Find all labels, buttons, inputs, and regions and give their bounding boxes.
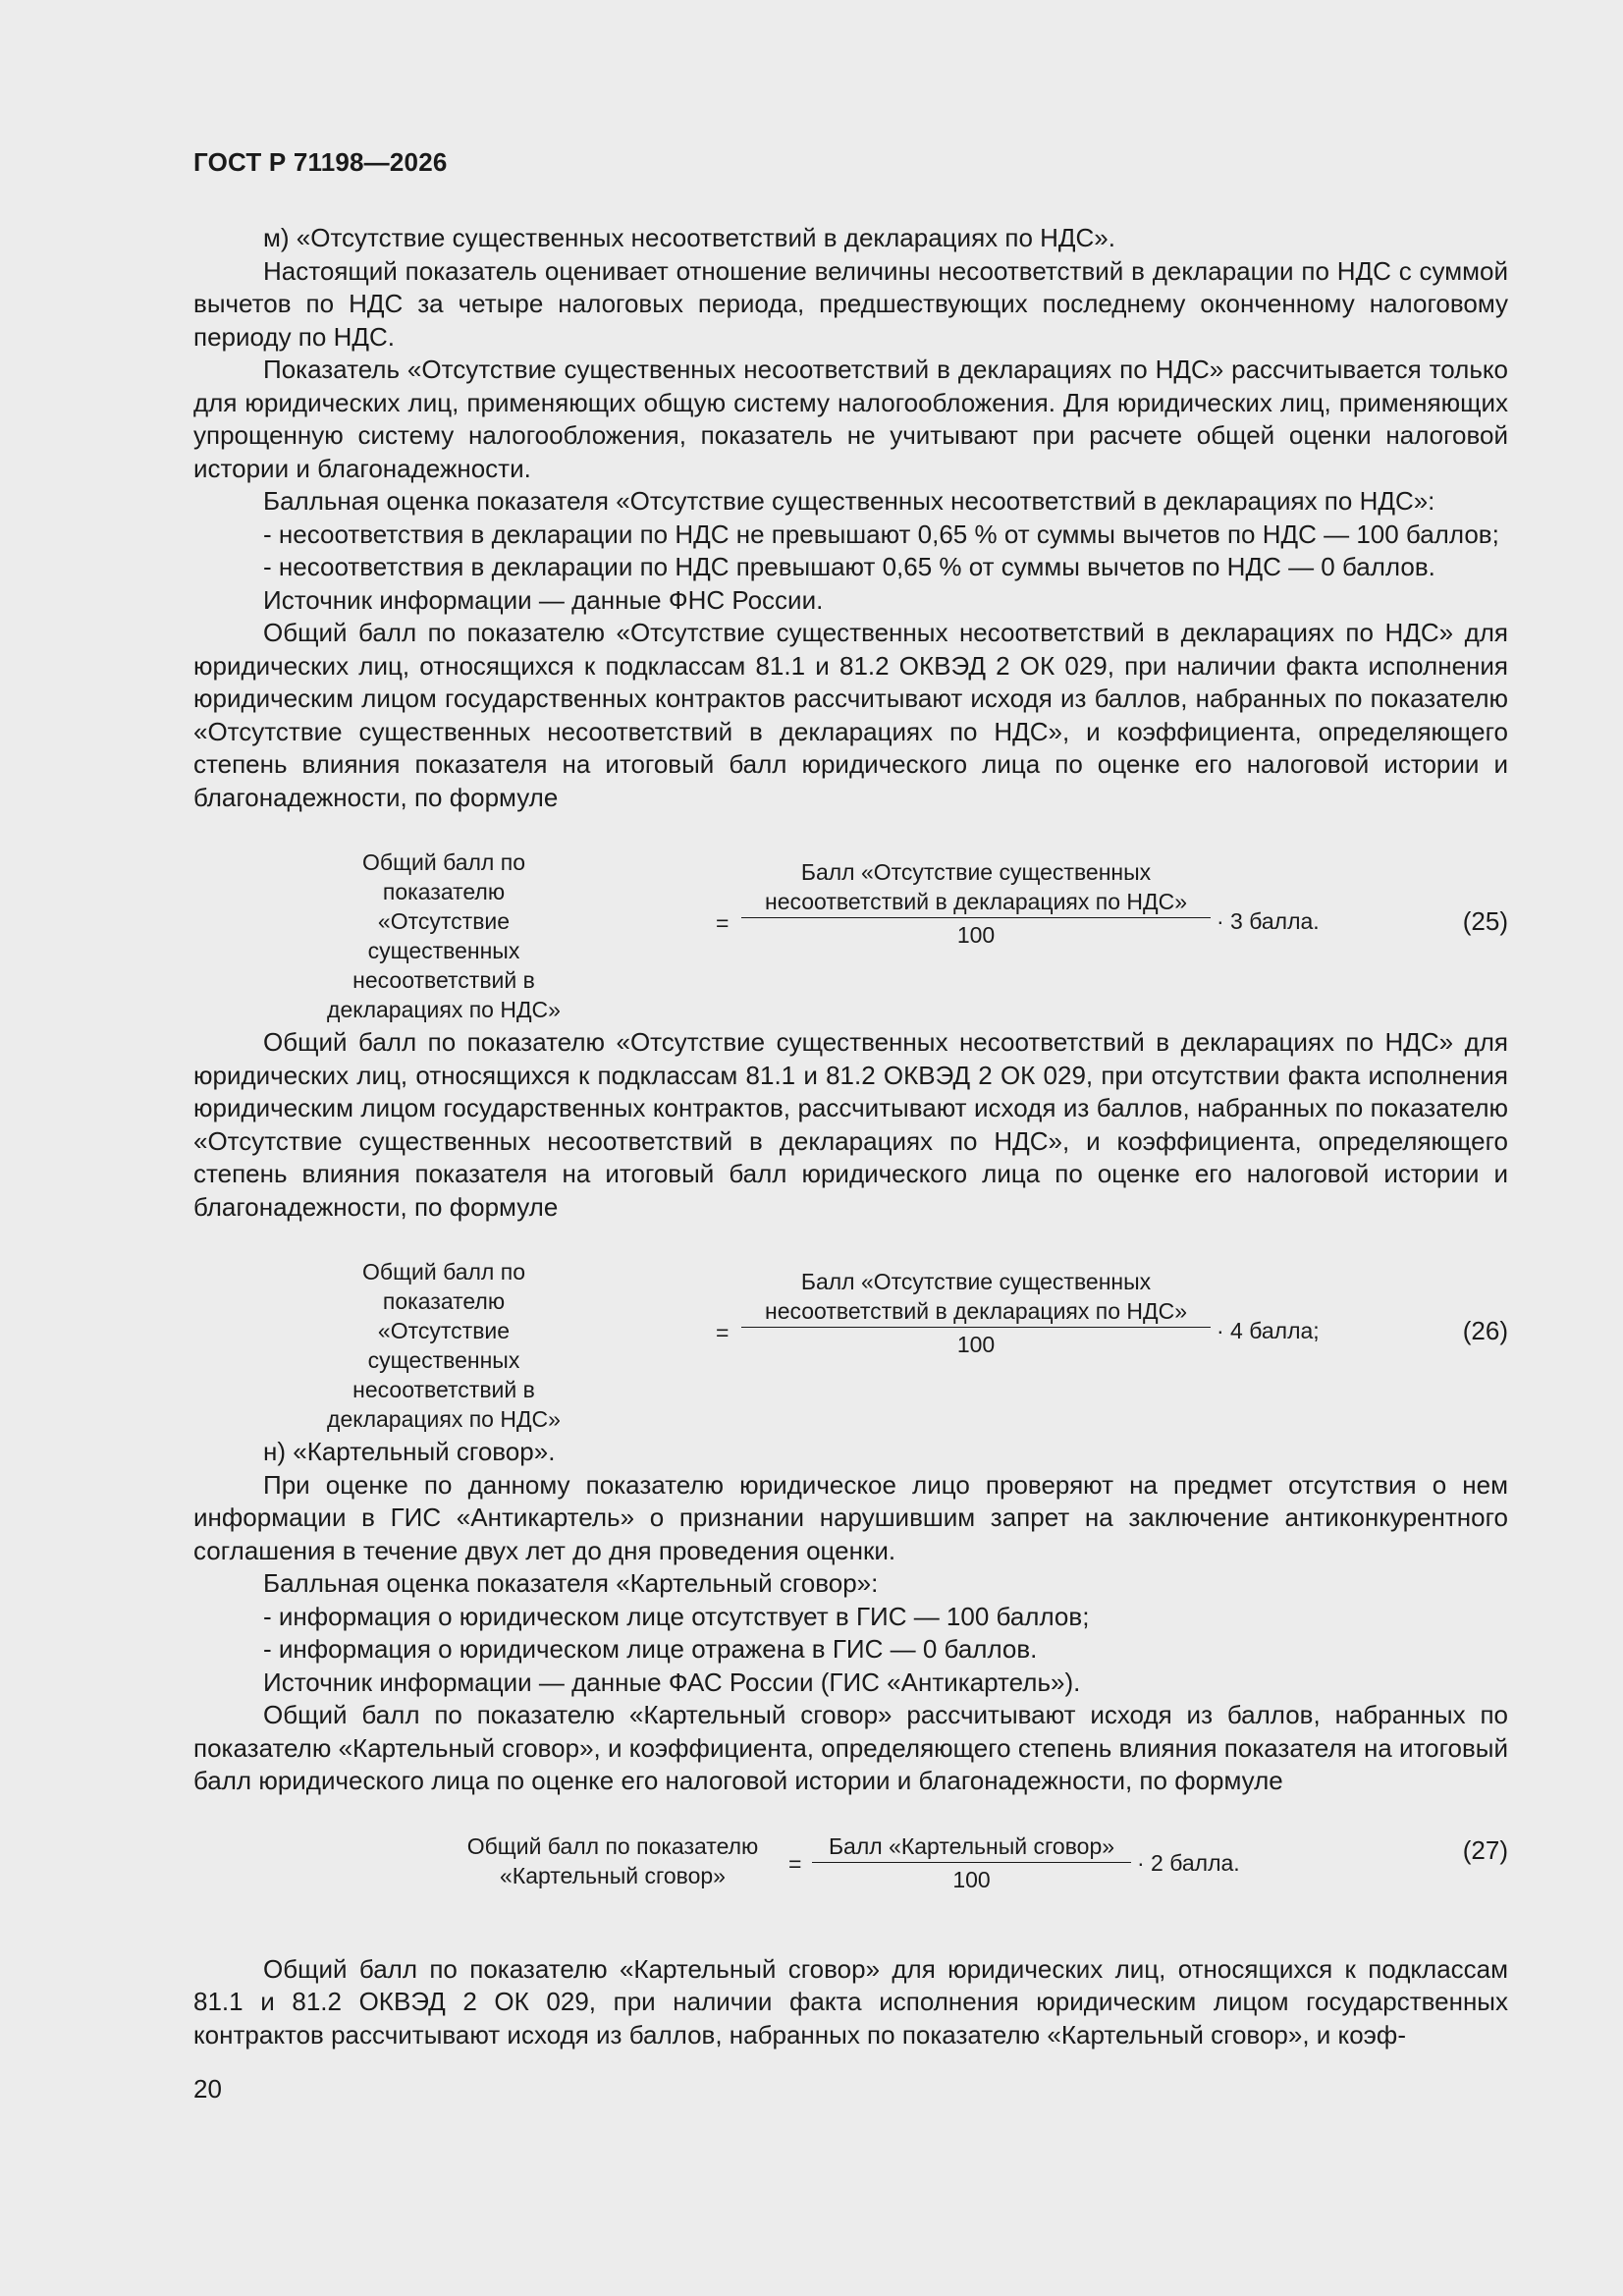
formula-numerator: Балл «Отсутствие существенных несоответствий в декларациях по НДС» [765,859,1187,914]
paragraph: При оценке по данному показателю юридическое лицо проверяют на предмет отсутствия о нем информации в ГИС «Антикартель» о признании нарушившим запрет на заключение антиконкурентного соглашения в течение двух лет до дня проведения оценки. [193,1469,1508,1565]
formula-lhs: Общий балл по показателю «Картельный сговор» [466,1832,759,1888]
list-item: - информация о юридическом лице отражена в ГИС — 0 баллов. [263,1634,1038,1664]
formula-numerator: Балл «Отсутствие существенных несоответствий в декларациях по НДС» [765,1269,1187,1324]
paragraph: Настоящий показатель оценивает отношение величины несоответствий в декларации по НДС с суммой вычетов по НДС за четыре налоговых периода, предшествующих последнему оконченному налоговому периоду по НДС. [193,255,1508,352]
list-item: - несоответствия в декларации по НДС не превышают 0,65 % от суммы вычетов по НДС — 100 баллов; [263,519,1499,549]
fraction-bar [741,1327,1211,1328]
source-note: Источник информации — данные ФНС России. [263,584,824,615]
fraction-bar [741,917,1211,918]
formula-number: (27) [1462,1834,1508,1865]
paragraph: Общий балл по показателю «Отсутствие существенных несоответствий в декларациях по НДС» для юридических лиц, относящихся к подклассам 81.1 и 81.2 ОКВЭД 2 ОК 029, при отсутствии факта исполнения юридическим лицом государственных контрактов, рассчитывают исходя из баллов, набранных по показателю «Отсутствие существенных несоответствий в декларациях по НДС», и коэффициента, определяющего степень влияния показателя на итоговый балл юридического лица по оценке его налоговой истории и благонадежности, по формуле [193,1027,1508,1222]
equals-sign: = [788,1850,802,1877]
paragraph: Балльная оценка показателя «Отсутствие существенных несоответствий в декларациях по НДС»: [263,486,1435,516]
formula-26 [193,1257,1508,1432]
fraction-bar [812,1862,1131,1863]
source-note: Источник информации — данные ФАС России (ГИС «Антикартель»). [263,1667,1081,1697]
paragraph: Балльная оценка показателя «Картельный сговор»: [263,1568,879,1598]
formula-25 [193,847,1508,1022]
formula-denominator: 100 [956,922,996,948]
equals-sign: = [716,910,730,936]
formula-lhs: Общий балл по показателю «Отсутствие существенных несоответствий в декларациях по НДС» [327,849,561,1022]
paragraph: Общий балл по показателю «Картельный сговор» рассчитывают исходя из баллов, набранных по показателю «Картельный сговор», и коэффициента, определяющего степень влияния показателя на итоговый балл юридического лица по оценке его налоговой истории и благонадежности, по формуле [193,1700,1508,1795]
page-number: 20 [193,2074,222,2104]
document-header: ГОСТ Р 71198—2026 [193,147,448,177]
paragraph: Общий балл по показателю «Отсутствие существенных несоответствий в декларациях по НДС» для юридических лиц, относящихся к подклассам 81.1 и 81.2 ОКВЭД 2 ОК 029, при наличии факта исполнения юридическим лицом государственных контрактов рассчитывают исходя из баллов, набранных по показателю «Отсутствие существенных несоответствий в декларациях по НДС», и коэффициента, определяющего степень влияния показателя на итоговый балл юридического лица по оценке его налоговой истории и благонадежности, по формуле [193,618,1508,812]
formula-multiplier: · 4 балла; [1217,1318,1320,1343]
formula-number: (25) [1462,906,1508,936]
formula-number: (26) [1462,1316,1508,1345]
paragraph: Общий балл по показателю «Картельный сговор» для юридических лиц, относящихся к подклассам 81.1 и 81.2 ОКВЭД 2 ОК 029, при наличии факта исполнения юридическим лицом государственных контрактов рассчитывают исходя из баллов, набранных по показателю «Картельный сговор», и коэф- [193,1953,1508,2050]
formula-lhs: Общий балл по показателю «Отсутствие существенных несоответствий в декларациях по НДС» [327,1259,561,1432]
list-item: - информация о юридическом лице отсутствует в ГИС — 100 баллов; [263,1601,1090,1631]
list-item: - несоответствия в декларации по НДС превышают 0,65 % от суммы вычетов по НДС — 0 баллов. [263,552,1435,581]
formula-multiplier: · 2 балла. [1137,1849,1240,1876]
paragraph: Показатель «Отсутствие существенных несоответствий в декларациях по НДС» рассчитывается только для юридических лиц, применяющих общую систему налогообложения. Для юридических лиц, применяющих упрощенную систему налогообложения, показатель не учитывают при расчете общей оценки налоговой истории и благонадежности. [193,355,1508,483]
formula-numerator: Балл «Картельный сговор» [828,1832,1115,1859]
item-m-heading: м) «Отсутствие существенных несоответствий в декларациях по НДС». [263,223,1115,252]
formula-denominator: 100 [952,1866,991,1892]
item-n-heading: н) «Картельный сговор». [263,1437,556,1466]
formula-multiplier: · 3 балла. [1217,908,1320,934]
formula-27 [193,1831,1508,1920]
document-body [193,222,1508,2051]
formula-denominator: 100 [956,1332,996,1357]
equals-sign: = [716,1320,730,1345]
